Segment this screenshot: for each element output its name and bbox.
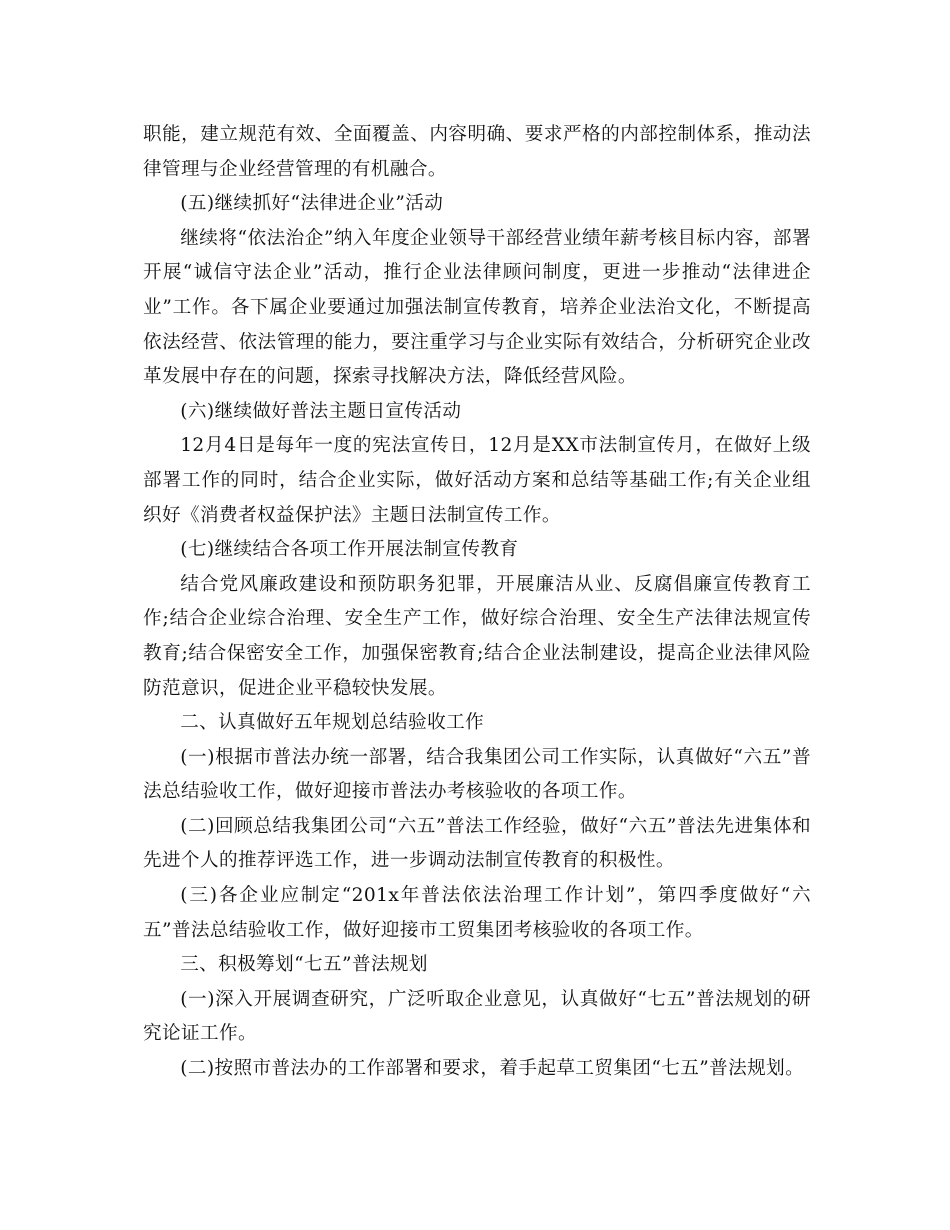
section-heading-5: (五)继续抓好“法律进企业”活动 [180, 193, 444, 215]
paragraph-summary-2: (二)回顾总结我集团公司“六五”普法工作经验，做好“六五”普法先进集体和先进个人的推荐评选工作，进一步调动法制宣传教育的积极性。 [143, 815, 811, 872]
section-heading-6: (六)继续做好普法主题日宣传活动 [180, 400, 462, 422]
paragraph-planning-2: (二)按照市普法办的工作部署和要求，着手起草工贸集团“七五”普法规划。 [180, 1058, 805, 1080]
paragraph-planning-1: (一)深入开展调查研究，广泛听取企业意见，认真做好“七五”普法规划的研究论证工作。 [143, 988, 811, 1045]
paragraph-summary-1: (一)根据市普法办统一部署，结合我集团公司工作实际，认真做好“六五”普法总结验收工作，做好迎接市普法办考核验收的各项工作。 [143, 746, 811, 803]
chapter-heading-2: 二、认真做好五年规划总结验收工作 [180, 712, 485, 734]
paragraph-law-into-enterprise: 继续将“依法治企”纳入年度企业领导干部经营业绩年薪考核目标内容，部署开展“诚信守法企业”活动，推行企业法律顾问制度，更进一步推动“法律进企业”工作。各下属企业要通过加强法制宣传教育，培养企业法治文化，不断提高依法经营、依法管理的能力，要注重学习与企业实际有效结合，分析研究企业改革发展中存在的问题，探索寻找解决方法，降低经营风险。 [143, 227, 811, 388]
paragraph-continuation: 职能，建立规范有效、全面覆盖、内容明确、要求严格的内部控制体系，推动法律管理与企业经营管理的有机融合。 [143, 124, 811, 180]
section-heading-7: (七)继续结合各项工作开展法制宣传教育 [180, 539, 519, 561]
paragraph-combined-education: 结合党风廉政建设和预防职务犯罪，开展廉洁从业、反腐倡廉宣传教育工作;结合企业综合治理、安全生产工作，做好综合治理、安全生产法律法规宣传教育;结合保密安全工作，加强保密教育;结合企业法制建设，提高企业法律风险防范意识，促进企业平稳较快发展。 [143, 573, 811, 699]
paragraph-summary-3: (三)各企业应制定“201x年普法依法治理工作计划”，第四季度做好“六五”普法总结验收工作，做好迎接市工贸集团考核验收的各项工作。 [143, 885, 811, 941]
chapter-heading-3: 三、积极筹划“七五”普法规划 [180, 954, 428, 976]
paragraph-constitution-day: 12月4日是每年一度的宪法宣传日，12月是XX市法制宣传月，在做好上级部署工作的同时，结合企业实际，做好活动方案和总结等基础工作;有关企业组织好《消费者权益保护法》主题日法制宣传工作。 [143, 435, 811, 526]
document-page [143, 118, 811, 1087]
